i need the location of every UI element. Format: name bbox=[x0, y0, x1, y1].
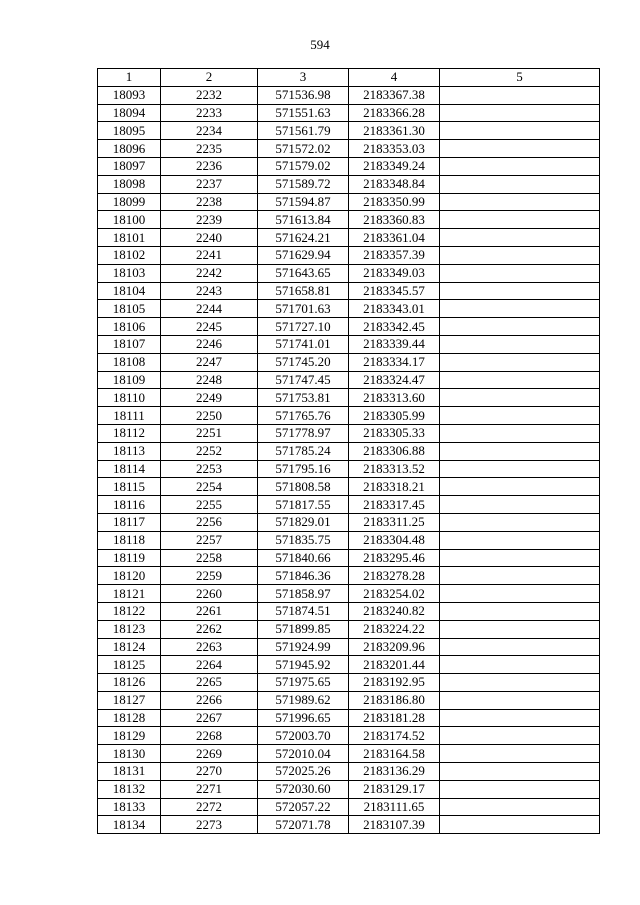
table-cell-col-5 bbox=[440, 780, 600, 798]
table-cell-col-3: 571989.62 bbox=[258, 691, 349, 709]
table-cell-col-4: 2183136.29 bbox=[349, 763, 440, 781]
column-header-2: 2 bbox=[161, 69, 258, 87]
table-row bbox=[98, 727, 600, 745]
table-row bbox=[98, 122, 600, 140]
table-cell-col-1: 18122 bbox=[98, 602, 161, 620]
table-cell-col-5 bbox=[440, 478, 600, 496]
table-cell-col-1: 18102 bbox=[98, 246, 161, 264]
table-cell-col-3: 571624.21 bbox=[258, 229, 349, 247]
table-row bbox=[98, 709, 600, 727]
table-cell-col-1: 18108 bbox=[98, 353, 161, 371]
table-row bbox=[98, 86, 600, 104]
table-cell-col-5 bbox=[440, 585, 600, 603]
table-row bbox=[98, 246, 600, 264]
table-cell-col-2: 2263 bbox=[161, 638, 258, 656]
table-cell-col-1: 18101 bbox=[98, 229, 161, 247]
table-row bbox=[98, 549, 600, 567]
table-cell-col-1: 18093 bbox=[98, 86, 161, 104]
table-cell-col-5 bbox=[440, 157, 600, 175]
table-row bbox=[98, 638, 600, 656]
table-cell-col-1: 18100 bbox=[98, 211, 161, 229]
table-cell-col-2: 2235 bbox=[161, 140, 258, 158]
table-row bbox=[98, 140, 600, 158]
table-cell-col-3: 571658.81 bbox=[258, 282, 349, 300]
table-cell-col-2: 2246 bbox=[161, 335, 258, 353]
table-cell-col-4: 2183174.52 bbox=[349, 727, 440, 745]
table-cell-col-3: 571808.58 bbox=[258, 478, 349, 496]
table-cell-col-3: 572010.04 bbox=[258, 745, 349, 763]
table-cell-col-5 bbox=[440, 282, 600, 300]
table-cell-col-4: 2183318.21 bbox=[349, 478, 440, 496]
table-row bbox=[98, 531, 600, 549]
table-cell-col-4: 2183107.39 bbox=[349, 816, 440, 834]
table-cell-col-4: 2183313.52 bbox=[349, 460, 440, 478]
table-cell-col-1: 18123 bbox=[98, 620, 161, 638]
table-cell-col-4: 2183361.04 bbox=[349, 229, 440, 247]
table-row bbox=[98, 585, 600, 603]
table-cell-col-1: 18095 bbox=[98, 122, 161, 140]
table-cell-col-5 bbox=[440, 460, 600, 478]
table-cell-col-5 bbox=[440, 335, 600, 353]
table-cell-col-2: 2238 bbox=[161, 193, 258, 211]
table-cell-col-1: 18111 bbox=[98, 407, 161, 425]
table-cell-col-5 bbox=[440, 424, 600, 442]
table-cell-col-2: 2251 bbox=[161, 424, 258, 442]
table-cell-col-5 bbox=[440, 104, 600, 122]
table-cell-col-3: 571835.75 bbox=[258, 531, 349, 549]
table-cell-col-2: 2269 bbox=[161, 745, 258, 763]
table-cell-col-4: 2183343.01 bbox=[349, 300, 440, 318]
column-header-1: 1 bbox=[98, 69, 161, 87]
table-cell-col-3: 571975.65 bbox=[258, 674, 349, 692]
table-cell-col-1: 18115 bbox=[98, 478, 161, 496]
table-cell-col-2: 2255 bbox=[161, 496, 258, 514]
table-cell-col-1: 18112 bbox=[98, 424, 161, 442]
table-cell-col-3: 571727.10 bbox=[258, 318, 349, 336]
table-row bbox=[98, 300, 600, 318]
table-cell-col-1: 18110 bbox=[98, 389, 161, 407]
table-cell-col-1: 18119 bbox=[98, 549, 161, 567]
table-cell-col-1: 18127 bbox=[98, 691, 161, 709]
table-cell-col-2: 2247 bbox=[161, 353, 258, 371]
table-cell-col-2: 2256 bbox=[161, 513, 258, 531]
table-cell-col-1: 18118 bbox=[98, 531, 161, 549]
table-cell-col-5 bbox=[440, 531, 600, 549]
table-cell-col-4: 2183350.99 bbox=[349, 193, 440, 211]
table-cell-col-3: 571536.98 bbox=[258, 86, 349, 104]
table-cell-col-1: 18117 bbox=[98, 513, 161, 531]
table-row bbox=[98, 157, 600, 175]
table-row bbox=[98, 353, 600, 371]
table-cell-col-4: 2183305.99 bbox=[349, 407, 440, 425]
table-cell-col-2: 2249 bbox=[161, 389, 258, 407]
table-cell-col-3: 571643.65 bbox=[258, 264, 349, 282]
table-cell-col-2: 2240 bbox=[161, 229, 258, 247]
table-cell-col-5 bbox=[440, 745, 600, 763]
table-cell-col-2: 2265 bbox=[161, 674, 258, 692]
table-cell-col-5 bbox=[440, 122, 600, 140]
table-cell-col-3: 572030.60 bbox=[258, 780, 349, 798]
table-cell-col-5 bbox=[440, 246, 600, 264]
table-cell-col-2: 2266 bbox=[161, 691, 258, 709]
table-cell-col-3: 571589.72 bbox=[258, 175, 349, 193]
table-cell-col-1: 18116 bbox=[98, 496, 161, 514]
table-cell-col-2: 2252 bbox=[161, 442, 258, 460]
table-cell-col-1: 18113 bbox=[98, 442, 161, 460]
table-row bbox=[98, 407, 600, 425]
table-cell-col-4: 2183240.82 bbox=[349, 602, 440, 620]
table-cell-col-5 bbox=[440, 496, 600, 514]
table-cell-col-5 bbox=[440, 709, 600, 727]
table-cell-col-5 bbox=[440, 513, 600, 531]
page-number: 594 bbox=[310, 37, 330, 52]
table-cell-col-1: 18105 bbox=[98, 300, 161, 318]
table-cell-col-4: 2183129.17 bbox=[349, 780, 440, 798]
table-cell-col-5 bbox=[440, 567, 600, 585]
table-cell-col-5 bbox=[440, 264, 600, 282]
table-cell-col-2: 2267 bbox=[161, 709, 258, 727]
table-row bbox=[98, 389, 600, 407]
table-row bbox=[98, 442, 600, 460]
table-cell-col-3: 571741.01 bbox=[258, 335, 349, 353]
table-cell-col-3: 571747.45 bbox=[258, 371, 349, 389]
table-row bbox=[98, 318, 600, 336]
table-cell-col-3: 571817.55 bbox=[258, 496, 349, 514]
table-cell-col-5 bbox=[440, 140, 600, 158]
table-cell-col-4: 2183278.28 bbox=[349, 567, 440, 585]
table-cell-col-2: 2244 bbox=[161, 300, 258, 318]
table-cell-col-3: 571846.36 bbox=[258, 567, 349, 585]
table-cell-col-5 bbox=[440, 389, 600, 407]
table-row bbox=[98, 175, 600, 193]
table-cell-col-1: 18120 bbox=[98, 567, 161, 585]
table-row bbox=[98, 496, 600, 514]
table-row bbox=[98, 104, 600, 122]
table-cell-col-3: 572057.22 bbox=[258, 798, 349, 816]
table-cell-col-4: 2183360.83 bbox=[349, 211, 440, 229]
table-row bbox=[98, 620, 600, 638]
table-row bbox=[98, 674, 600, 692]
table-cell-col-3: 571874.51 bbox=[258, 602, 349, 620]
column-header-4: 4 bbox=[349, 69, 440, 87]
table-row bbox=[98, 816, 600, 834]
table-cell-col-1: 18130 bbox=[98, 745, 161, 763]
table-cell-col-2: 2254 bbox=[161, 478, 258, 496]
table-row bbox=[98, 460, 600, 478]
table-cell-col-1: 18094 bbox=[98, 104, 161, 122]
table-cell-col-1: 18096 bbox=[98, 140, 161, 158]
table-cell-col-3: 571996.65 bbox=[258, 709, 349, 727]
table-row bbox=[98, 371, 600, 389]
table-cell-col-4: 2183304.48 bbox=[349, 531, 440, 549]
table-cell-col-3: 571785.24 bbox=[258, 442, 349, 460]
table-cell-col-5 bbox=[440, 407, 600, 425]
table-cell-col-2: 2273 bbox=[161, 816, 258, 834]
table-cell-col-5 bbox=[440, 300, 600, 318]
table-cell-col-2: 2237 bbox=[161, 175, 258, 193]
table-cell-col-4: 2183181.28 bbox=[349, 709, 440, 727]
table-cell-col-3: 571551.63 bbox=[258, 104, 349, 122]
table-cell-col-2: 2264 bbox=[161, 656, 258, 674]
table-cell-col-2: 2268 bbox=[161, 727, 258, 745]
table-cell-col-3: 571795.16 bbox=[258, 460, 349, 478]
table-cell-col-3: 571701.63 bbox=[258, 300, 349, 318]
table-cell-col-3: 571572.02 bbox=[258, 140, 349, 158]
table-cell-col-2: 2253 bbox=[161, 460, 258, 478]
table-cell-col-2: 2270 bbox=[161, 763, 258, 781]
table-cell-col-2: 2260 bbox=[161, 585, 258, 603]
table-cell-col-3: 571745.20 bbox=[258, 353, 349, 371]
table-cell-col-5 bbox=[440, 816, 600, 834]
table-cell-col-1: 18121 bbox=[98, 585, 161, 603]
table-cell-col-3: 571945.92 bbox=[258, 656, 349, 674]
table-row bbox=[98, 282, 600, 300]
table-cell-col-4: 2183339.44 bbox=[349, 335, 440, 353]
column-header-3: 3 bbox=[258, 69, 349, 87]
coordinates-table bbox=[97, 68, 600, 834]
table-cell-col-4: 2183348.84 bbox=[349, 175, 440, 193]
table-cell-col-4: 2183334.17 bbox=[349, 353, 440, 371]
table-cell-col-4: 2183311.25 bbox=[349, 513, 440, 531]
table-cell-col-2: 2250 bbox=[161, 407, 258, 425]
table-cell-col-4: 2183317.45 bbox=[349, 496, 440, 514]
table-cell-col-4: 2183366.28 bbox=[349, 104, 440, 122]
table-cell-col-5 bbox=[440, 318, 600, 336]
table-cell-col-3: 571579.02 bbox=[258, 157, 349, 175]
table-cell-col-3: 571765.76 bbox=[258, 407, 349, 425]
table-cell-col-1: 18125 bbox=[98, 656, 161, 674]
table-cell-col-2: 2233 bbox=[161, 104, 258, 122]
table-cell-col-4: 2183357.39 bbox=[349, 246, 440, 264]
table-cell-col-4: 2183192.95 bbox=[349, 674, 440, 692]
table-cell-col-3: 571840.66 bbox=[258, 549, 349, 567]
table-cell-col-2: 2242 bbox=[161, 264, 258, 282]
table-cell-col-1: 18107 bbox=[98, 335, 161, 353]
table-cell-col-5 bbox=[440, 549, 600, 567]
table-cell-col-2: 2239 bbox=[161, 211, 258, 229]
table-cell-col-4: 2183342.45 bbox=[349, 318, 440, 336]
table-cell-col-1: 18131 bbox=[98, 763, 161, 781]
table-cell-col-5 bbox=[440, 691, 600, 709]
table-cell-col-2: 2271 bbox=[161, 780, 258, 798]
table-row bbox=[98, 424, 600, 442]
table-header-row bbox=[98, 69, 600, 87]
table-row bbox=[98, 513, 600, 531]
table-cell-col-4: 2183345.57 bbox=[349, 282, 440, 300]
table-row bbox=[98, 229, 600, 247]
table-cell-col-5 bbox=[440, 620, 600, 638]
table-cell-col-5 bbox=[440, 175, 600, 193]
table-cell-col-5 bbox=[440, 727, 600, 745]
table-cell-col-5 bbox=[440, 638, 600, 656]
table-cell-col-1: 18106 bbox=[98, 318, 161, 336]
table-cell-col-5 bbox=[440, 442, 600, 460]
table-cell-col-5 bbox=[440, 763, 600, 781]
table-cell-col-2: 2258 bbox=[161, 549, 258, 567]
table-cell-col-5 bbox=[440, 229, 600, 247]
table-cell-col-5 bbox=[440, 193, 600, 211]
table-row bbox=[98, 193, 600, 211]
table-cell-col-2: 2261 bbox=[161, 602, 258, 620]
table-cell-col-4: 2183305.33 bbox=[349, 424, 440, 442]
table-cell-col-4: 2183295.46 bbox=[349, 549, 440, 567]
table-row bbox=[98, 745, 600, 763]
column-header-5: 5 bbox=[440, 69, 600, 87]
table-cell-col-4: 2183209.96 bbox=[349, 638, 440, 656]
table-cell-col-1: 18097 bbox=[98, 157, 161, 175]
table-cell-col-4: 2183186.80 bbox=[349, 691, 440, 709]
table-row bbox=[98, 780, 600, 798]
table-cell-col-5 bbox=[440, 674, 600, 692]
table-cell-col-3: 571899.85 bbox=[258, 620, 349, 638]
table-cell-col-5 bbox=[440, 353, 600, 371]
table-cell-col-1: 18124 bbox=[98, 638, 161, 656]
table-cell-col-4: 2183324.47 bbox=[349, 371, 440, 389]
table-cell-col-2: 2259 bbox=[161, 567, 258, 585]
table-cell-col-5 bbox=[440, 798, 600, 816]
table-cell-col-2: 2262 bbox=[161, 620, 258, 638]
table-cell-col-2: 2272 bbox=[161, 798, 258, 816]
table-cell-col-3: 571829.01 bbox=[258, 513, 349, 531]
table-cell-col-4: 2183164.58 bbox=[349, 745, 440, 763]
table-cell-col-2: 2257 bbox=[161, 531, 258, 549]
table-cell-col-4: 2183254.02 bbox=[349, 585, 440, 603]
table-row bbox=[98, 567, 600, 585]
table-cell-col-3: 571561.79 bbox=[258, 122, 349, 140]
table-cell-col-3: 571858.97 bbox=[258, 585, 349, 603]
table-cell-col-4: 2183111.65 bbox=[349, 798, 440, 816]
table-cell-col-2: 2234 bbox=[161, 122, 258, 140]
table-cell-col-4: 2183349.24 bbox=[349, 157, 440, 175]
table-cell-col-1: 18128 bbox=[98, 709, 161, 727]
table-row bbox=[98, 656, 600, 674]
table-cell-col-1: 18134 bbox=[98, 816, 161, 834]
table-cell-col-2: 2232 bbox=[161, 86, 258, 104]
table-row bbox=[98, 691, 600, 709]
table-cell-col-2: 2241 bbox=[161, 246, 258, 264]
table-cell-col-4: 2183313.60 bbox=[349, 389, 440, 407]
table-row bbox=[98, 763, 600, 781]
table-cell-col-5 bbox=[440, 656, 600, 674]
table-cell-col-1: 18104 bbox=[98, 282, 161, 300]
table-cell-col-4: 2183349.03 bbox=[349, 264, 440, 282]
table-cell-col-3: 572025.26 bbox=[258, 763, 349, 781]
table-cell-col-5 bbox=[440, 371, 600, 389]
table-cell-col-1: 18109 bbox=[98, 371, 161, 389]
table-cell-col-3: 571924.99 bbox=[258, 638, 349, 656]
table-cell-col-1: 18103 bbox=[98, 264, 161, 282]
table-cell-col-4: 2183201.44 bbox=[349, 656, 440, 674]
table-cell-col-4: 2183353.03 bbox=[349, 140, 440, 158]
table-cell-col-2: 2243 bbox=[161, 282, 258, 300]
table-row bbox=[98, 211, 600, 229]
table-cell-col-4: 2183224.22 bbox=[349, 620, 440, 638]
table-cell-col-1: 18114 bbox=[98, 460, 161, 478]
table-cell-col-5 bbox=[440, 86, 600, 104]
table-cell-col-2: 2245 bbox=[161, 318, 258, 336]
table-cell-col-3: 572003.70 bbox=[258, 727, 349, 745]
table-cell-col-1: 18126 bbox=[98, 674, 161, 692]
table-cell-col-3: 571629.94 bbox=[258, 246, 349, 264]
table-cell-col-1: 18133 bbox=[98, 798, 161, 816]
table-row bbox=[98, 264, 600, 282]
table-cell-col-1: 18098 bbox=[98, 175, 161, 193]
table-cell-col-4: 2183367.38 bbox=[349, 86, 440, 104]
table-row bbox=[98, 798, 600, 816]
table-cell-col-3: 571778.97 bbox=[258, 424, 349, 442]
table-cell-col-3: 572071.78 bbox=[258, 816, 349, 834]
table-cell-col-5 bbox=[440, 602, 600, 620]
table-cell-col-1: 18129 bbox=[98, 727, 161, 745]
table-cell-col-2: 2248 bbox=[161, 371, 258, 389]
table-cell-col-4: 2183306.88 bbox=[349, 442, 440, 460]
table-cell-col-5 bbox=[440, 211, 600, 229]
table-row bbox=[98, 335, 600, 353]
table-cell-col-2: 2236 bbox=[161, 157, 258, 175]
table-cell-col-3: 571753.81 bbox=[258, 389, 349, 407]
table-cell-col-3: 571613.84 bbox=[258, 211, 349, 229]
table-cell-col-1: 18099 bbox=[98, 193, 161, 211]
table-body bbox=[98, 86, 600, 833]
table-row bbox=[98, 602, 600, 620]
table-cell-col-1: 18132 bbox=[98, 780, 161, 798]
table-row bbox=[98, 478, 600, 496]
table-cell-col-3: 571594.87 bbox=[258, 193, 349, 211]
table-cell-col-4: 2183361.30 bbox=[349, 122, 440, 140]
